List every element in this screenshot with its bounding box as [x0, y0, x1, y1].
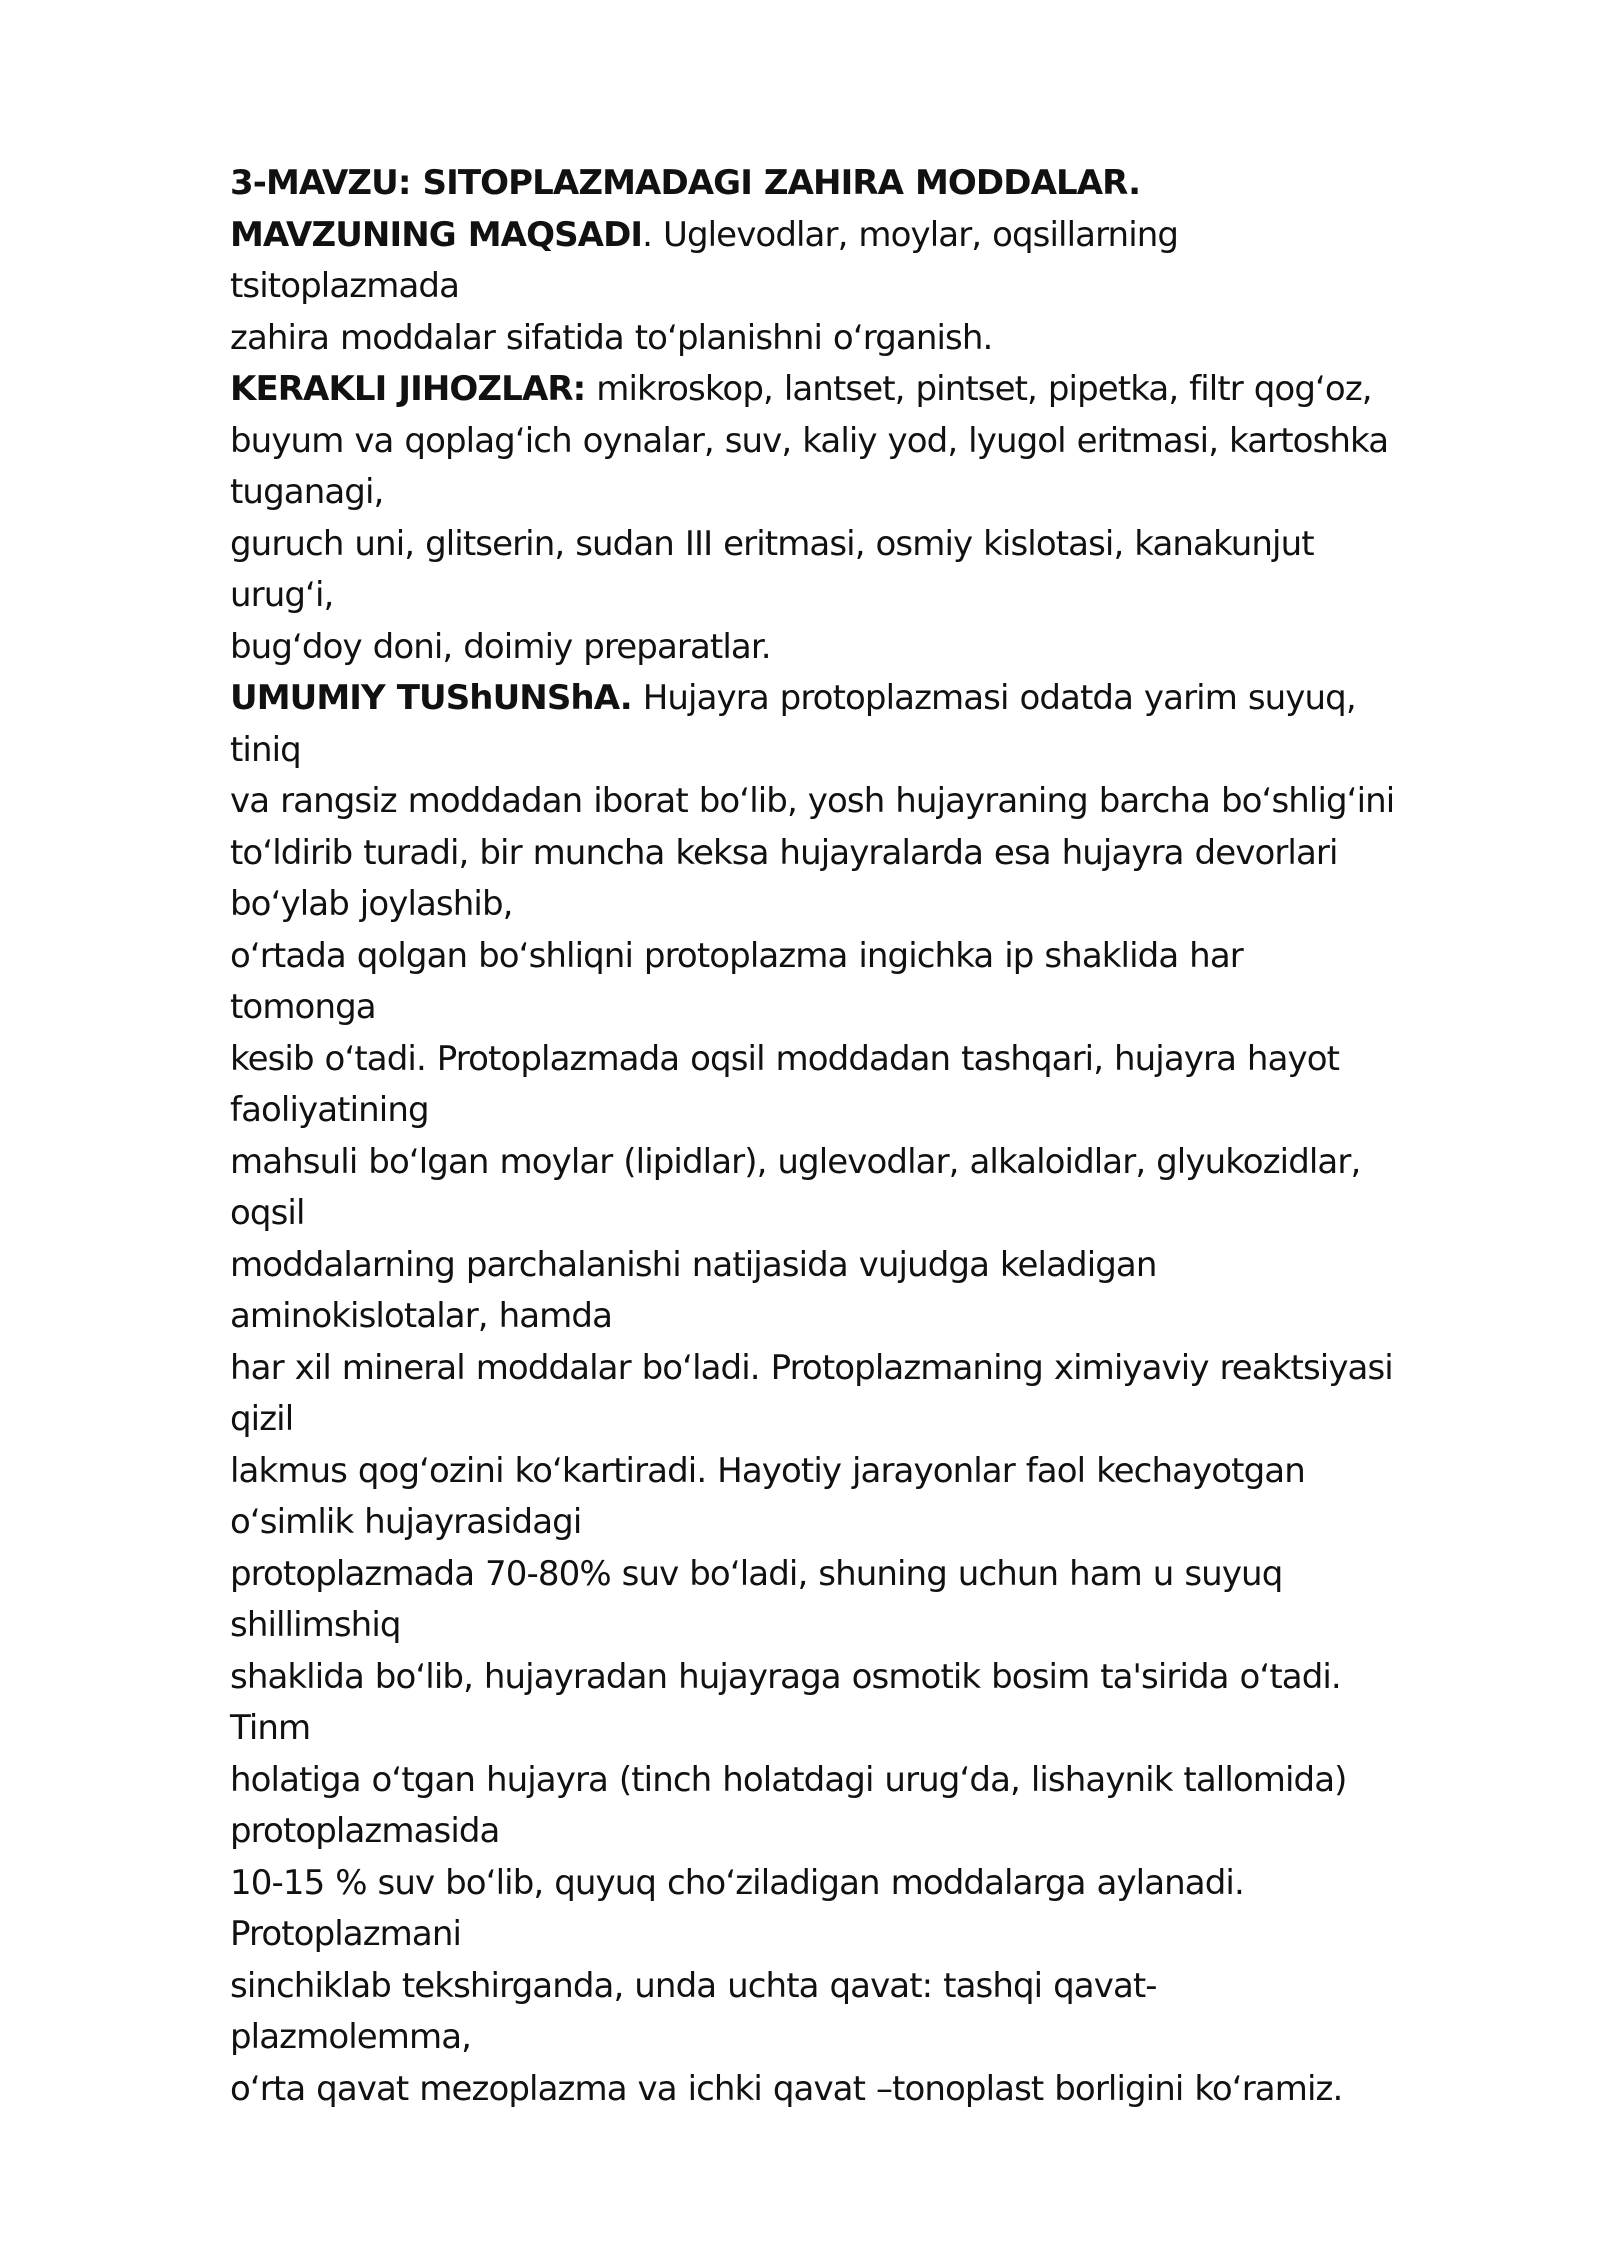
equipment-line-5: urugʻi, [230, 575, 334, 615]
general-line-14: har xil mineral moddalar boʻladi. Protoplazmaning ximiyaviy reaktsiyasi [230, 1347, 1393, 1388]
general-line-28: oʻrta qavat mezoplazma va ichki qavat –tonoplast borligini koʻramiz. [230, 2068, 1343, 2109]
purpose-line-1 [230, 210, 1530, 262]
general-line-19: shillimshiq [230, 1605, 401, 1645]
general-line-27: plazmolemma, [230, 2017, 472, 2057]
general-line-2: tiniq [230, 729, 301, 770]
general-line-4: toʻldirib turadi, bir muncha keksa hujayralarda esa hujayra devorlari [230, 832, 1338, 873]
general-line-8: kesib oʻtadi. Protoplazmada oqsil moddadan tashqari, hujayra hayot [230, 1038, 1340, 1079]
general-line-9: faoliyatining [230, 1090, 429, 1130]
general-line-12: moddalarning parchalanishi natijasida vujudga keladigan [230, 1244, 1157, 1285]
general-line-22: holatiga oʻtgan hujayra (tinch holatdagi urugʻda, lishaynik tallomida) [230, 1759, 1347, 1800]
equipment-line-3: tuganagi, [230, 472, 384, 512]
general-line-15: qizil [230, 1399, 294, 1439]
general-line-18: protoplazmada 70-80% suv boʻladi, shuning uchun ham u suyuq [230, 1553, 1283, 1594]
equipment-line-6: bugʻdoy doni, doimiy preparatlar. [230, 626, 771, 667]
general-line-10: mahsuli boʻlgan moylar (lipidlar), uglevodlar, alkaloidlar, glyukozidlar, [230, 1141, 1361, 1182]
document-title: 3-MAVZU: SITOPLAZMADAGI ZAHIRA MODDALAR. [230, 163, 1141, 203]
general-line-7: tomonga [230, 987, 376, 1027]
purpose-line-2: tsitoplazmada [230, 266, 460, 306]
document-page [230, 158, 1530, 2115]
equipment-line-4: guruch uni, glitserin, sudan III eritmasi, osmiy kislotasi, kanakunjut [230, 523, 1314, 564]
general-line-3: va rangsiz moddadan iborat boʻlib, yosh hujayraning barcha boʻshligʻini [230, 781, 1395, 821]
purpose-line-3: zahira moddalar sifatida toʻplanishni oʻrganish. [230, 317, 993, 358]
general-line-17: oʻsimlik hujayrasidagi [230, 1502, 582, 1542]
general-line-11: oqsil [230, 1193, 305, 1233]
general-label: UMUMIY TUShUNShA. [230, 678, 632, 718]
equipment-line-2: buyum va qoplagʻich oynalar, suv, kaliy yod, lyugol eritmasi, kartoshka [230, 420, 1389, 461]
general-line-20: shaklida boʻlib, hujayradan hujayraga osmotik bosim ta'sirida oʻtadi. [230, 1656, 1341, 1697]
general-line-1 [230, 673, 1530, 725]
general-line-13: aminokislotalar, hamda [230, 1296, 613, 1336]
general-line-25: Protoplazmani [230, 1914, 462, 1954]
general-line-24: 10-15 % suv boʻlib, quyuq choʻziladigan moddalarga aylanadi. [230, 1862, 1244, 1903]
general-line-23: protoplazmasida [230, 1811, 500, 1851]
general-line-6: oʻrtada qolgan boʻshliqni protoplazma ingichka ip shaklida har [230, 935, 1243, 976]
equipment-line-1 [230, 364, 1530, 416]
general-line-16: lakmus qogʻozini koʻkartiradi. Hayotiy jarayonlar faol kechayotgan [230, 1450, 1305, 1491]
general-line-21: Tinm [230, 1708, 311, 1748]
general-line-5: boʻylab joylashib, [230, 884, 513, 924]
purpose-text: . Uglevodlar, moylar, oqsillarning [642, 214, 1179, 255]
equipment-label: KERAKLI JIHOZLAR: [230, 369, 586, 409]
general-line-26: sinchiklab tekshirganda, unda uchta qavat: tashqi qavat- [230, 1965, 1157, 2006]
general-text: Hujayra protoplazmasi odatda yarim suyuq, [631, 678, 1356, 718]
equipment-text: mikroskop, lantset, pintset, pipetka, filtr qogʻoz, [585, 369, 1372, 409]
purpose-label: MAVZUNING MAQSADI [230, 214, 643, 255]
